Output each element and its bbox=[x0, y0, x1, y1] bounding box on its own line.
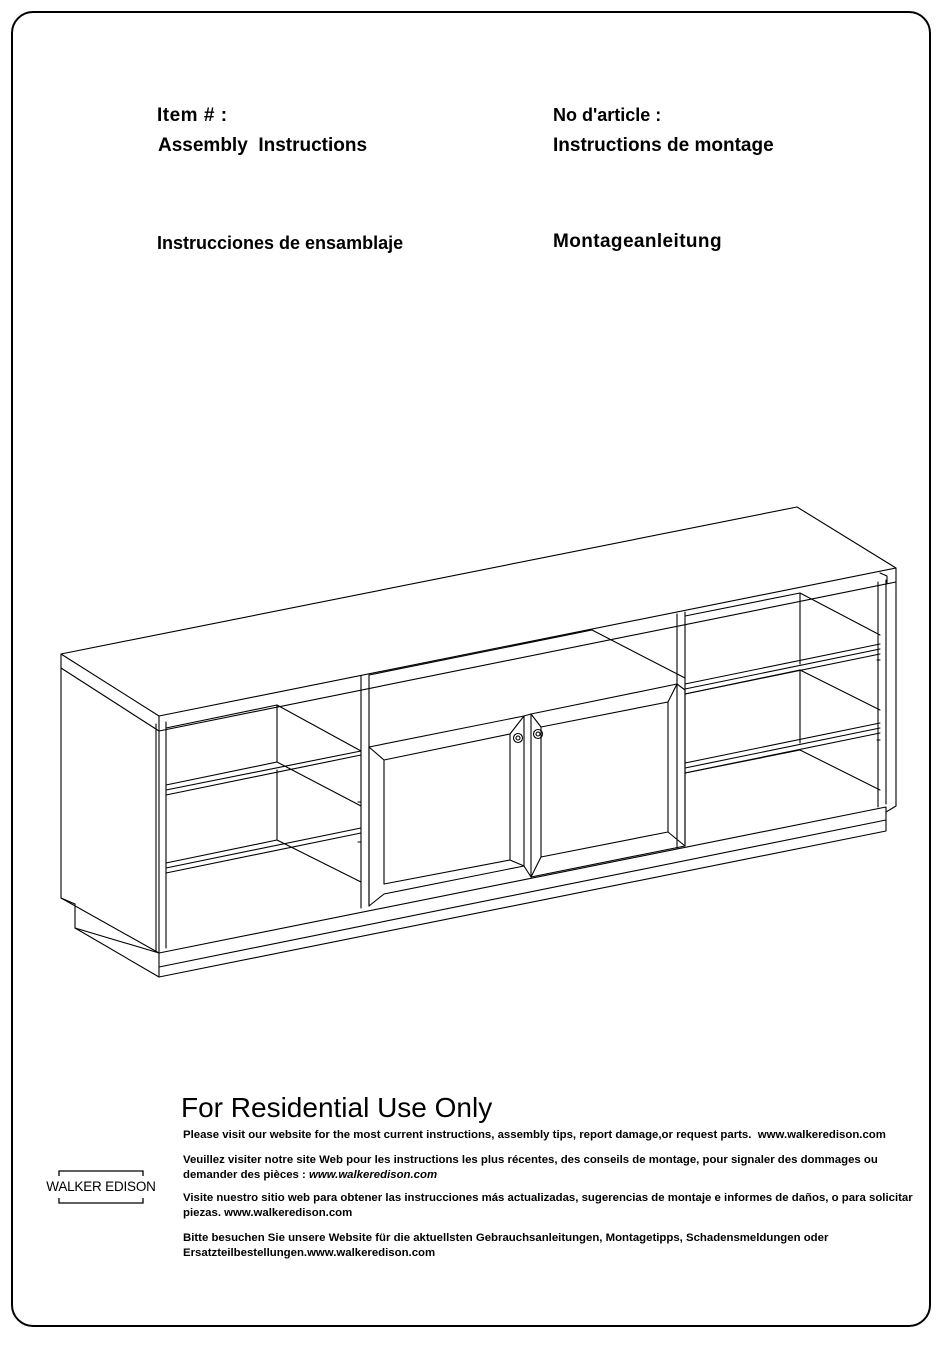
note-text-es: Visite nuestro sitio web para obtener las instrucciones más actualizadas, sugerencias de montaje e informes de daños, o para solicitar piezas. bbox=[183, 1192, 913, 1219]
residential-use-title: For Residential Use Only bbox=[181, 1092, 493, 1123]
assembly-title-fr: Instructions de montage bbox=[553, 135, 774, 156]
assembly-title-de: Montageanleitung bbox=[553, 231, 722, 252]
url-de[interactable]: www.walkeredison.com bbox=[307, 1247, 436, 1259]
walker-edison-logo bbox=[38, 1170, 164, 1206]
website-note-es bbox=[183, 1191, 913, 1221]
item-number-label: Item # : bbox=[157, 105, 228, 126]
logo-text: WALKER EDISON bbox=[46, 1179, 156, 1194]
note-text-en: Please visit our website for the most current instructions, assembly tips, report damage,or request parts. bbox=[183, 1129, 752, 1141]
url-es[interactable]: www.walkeredison.com bbox=[224, 1207, 353, 1219]
url-fr[interactable]: www.walkeredison.com bbox=[309, 1169, 438, 1181]
website-note-fr bbox=[183, 1153, 913, 1183]
website-note-en bbox=[183, 1128, 913, 1143]
item-number-label-fr: No d'article : bbox=[553, 105, 662, 125]
note-text-fr: Veuillez visiter notre site Web pour les instructions les plus récentes, des conseils de montage, pour signaler des dommages ou demander des pièces : bbox=[183, 1154, 878, 1181]
url-en[interactable]: www.walkeredison.com bbox=[757, 1129, 886, 1141]
note-text-de: Bitte besuchen Sie unsere Website für die aktuellsten Gebrauchsanleitungen, Montagetipps, Schadensmeldungen oder Ersatzteilbestellungen. bbox=[183, 1232, 829, 1259]
assembly-title-en: Assembly Instructions bbox=[158, 135, 368, 156]
website-note-de bbox=[183, 1231, 913, 1261]
assembly-title-es: Instrucciones de ensamblaje bbox=[157, 233, 404, 253]
